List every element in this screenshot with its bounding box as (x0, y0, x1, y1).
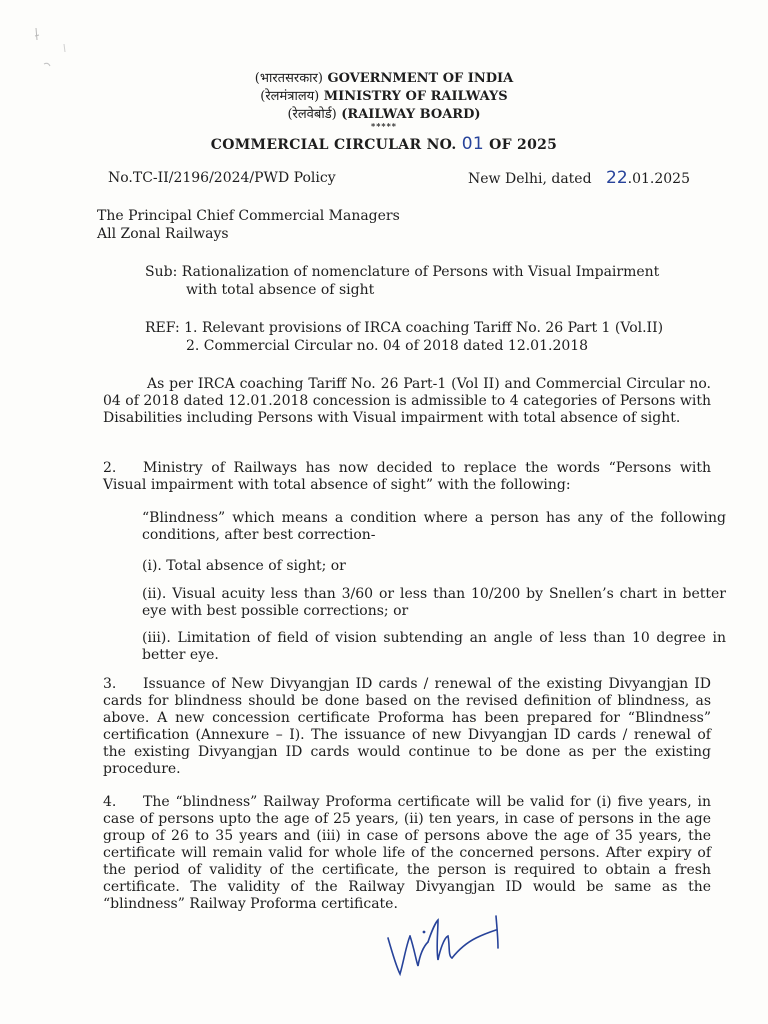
subject-line-2: with total absence of sight (186, 282, 375, 298)
paragraph-3-number: 3. (103, 676, 117, 692)
definition-item-i: (i). Total absence of sight; or (142, 558, 346, 574)
circular-title (0, 134, 768, 154)
date-month-year: .01.2025 (627, 171, 690, 187)
header-line-government (0, 68, 768, 86)
definition-item-iii: (iii). Limitation of field of vision subtending an angle of less than 10 degree in better eye. (142, 630, 726, 663)
header-hindi-board: (रेलवेबोर्ड) (287, 107, 337, 122)
circular-number-handwritten: 01 (461, 134, 484, 154)
paragraph-2 (103, 460, 711, 494)
header-line-board (0, 104, 768, 122)
header-english-ministry: MINISTRY OF RAILWAYS (323, 89, 508, 104)
paragraph-4-number: 4. (103, 794, 117, 810)
circular-prefix: COMMERCIAL CIRCULAR NO. (210, 137, 457, 153)
header-stars: ***** (371, 121, 397, 131)
handwritten-signature (380, 908, 520, 988)
place-date (468, 170, 690, 188)
blindness-definition: “Blindness” which means a condition where a person has any of the following conditions, after best correction- (142, 510, 726, 543)
subject-line-1: Sub: Rationalization of nomenclature of Persons with Visual Impairment (145, 264, 660, 280)
paragraph-2-text: Ministry of Railways has now decided to replace the words “Persons with Visual impairment with total absence of sight” with the following: (103, 460, 711, 493)
reference-1: REF: 1. Relevant provisions of IRCA coaching Tariff No. 26 Part 1 (Vol.II) (145, 320, 664, 336)
paragraph-1: As per IRCA coaching Tariff No. 26 Part-1 (Vol II) and Commercial Circular no. 04 of 2018 dated 12.01.2018 concession is admissible to 4 categories of Persons with Disabilities including Persons with Visual impairment with total absence of sight. (103, 376, 711, 426)
paragraph-4 (103, 794, 711, 913)
paragraph-3 (103, 676, 711, 778)
addressee-line-1: The Principal Chief Commercial Managers (97, 208, 400, 224)
header-hindi-ministry: (रेलमंत्रालय) (260, 89, 320, 104)
file-number: No.TC-II/2196/2024/PWD Policy (108, 170, 336, 186)
header-english-board: (RAILWAY BOARD) (341, 107, 481, 122)
date-day-handwritten: 22 (606, 168, 628, 188)
reference-2: 2. Commercial Circular no. 04 of 2018 dated 12.01.2018 (186, 338, 589, 354)
header-line-ministry (0, 86, 768, 104)
place-date-prefix: New Delhi, dated (468, 171, 592, 187)
addressee-line-2: All Zonal Railways (97, 226, 229, 242)
circular-suffix: OF 2025 (489, 137, 558, 153)
paragraph-4-text: The “blindness” Railway Proforma certificate will be valid for (i) five years, in case of persons upto the age of 25 years, (ii) ten years, in case of persons in the age group of 26 to 35 years and (iii) in case of persons above the age of 35 years, the certificate will remain valid for whole life of the concerned persons. After expiry of the period of validity of the certificate, the person is required to obtain a fresh certificate. The validity of the Railway Divyangjan ID would be same as the “blindness” Railway Proforma certificate. (103, 794, 711, 912)
definition-item-ii: (ii). Visual acuity less than 3/60 or less than 10/200 by Snellen’s chart in better eye with best possible corrections; or (142, 586, 726, 619)
header-hindi-government: (भारतसरकार) (254, 71, 323, 86)
paragraph-3-text: Issuance of New Divyangjan ID cards / renewal of the existing Divyangjan ID cards for blindness should be done based on the revised definition of blindness, as above. A new concession certificate Proforma has been prepared for “Blindness” certification (Annexure – I). The issuance of new Divyangjan ID cards / renewal of the existing Divyangjan ID cards would continue to be done as per the existing procedure. (103, 676, 711, 777)
paragraph-2-number: 2. (103, 460, 117, 476)
header-english-government: GOVERNMENT OF INDIA (327, 71, 514, 86)
